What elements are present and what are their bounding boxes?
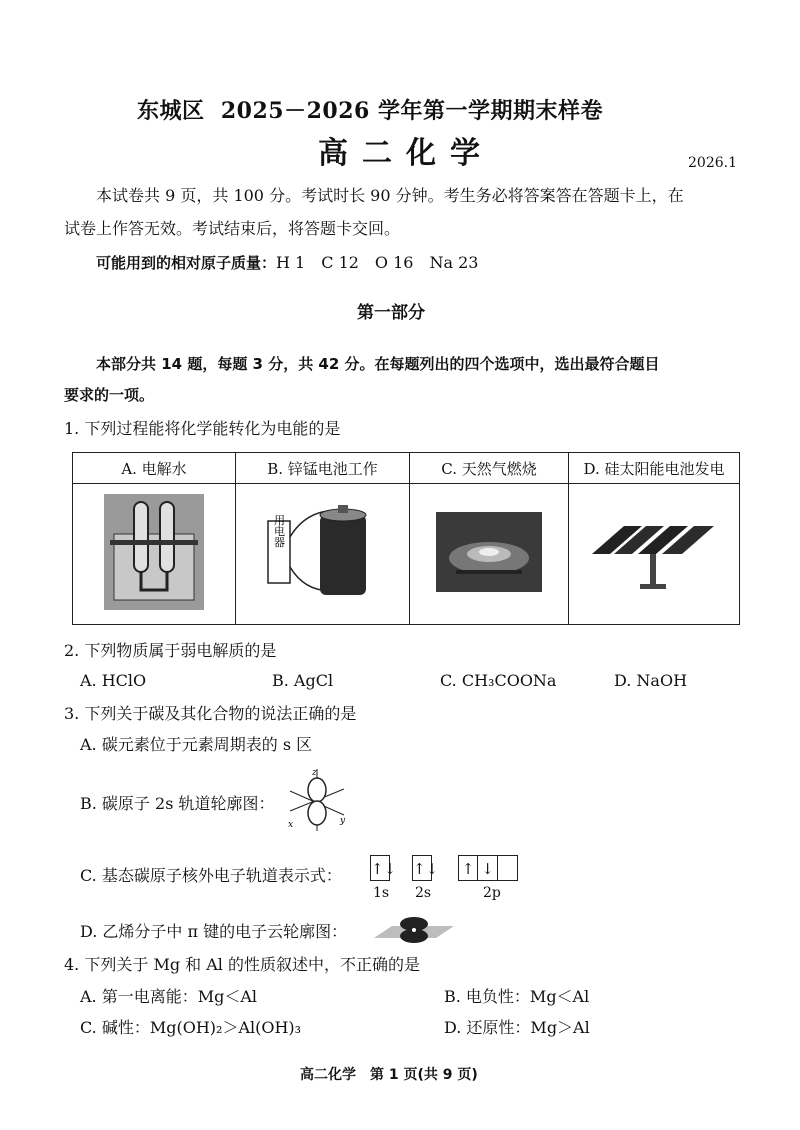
orbital-1s-box: ↑↓ — [370, 855, 390, 881]
electrolysis-image — [104, 494, 204, 610]
q3-stem: 3. 下列关于碳及其化合物的说法正确的是 — [64, 704, 357, 723]
axis-z-label: z — [312, 768, 317, 778]
page-footer: 高二化学 第 1 页(共 9 页) — [300, 1067, 478, 1083]
part-desc-line-1: 本部分共 14 题，每题 3 分，共 42 分。在每题列出的四个选项中，选出最符合题目 — [96, 355, 660, 373]
orbital-box-2p — [458, 855, 518, 881]
year-title: 2025－2026 学年第一学期期末样卷 — [220, 98, 603, 124]
device-label: 用电器 — [272, 514, 285, 548]
zinc-manganese-battery-image — [248, 497, 398, 607]
q1-option-c: C. 天然气燃烧 — [410, 453, 569, 484]
q1-image-cell-d — [569, 484, 740, 625]
q4-option-c: C. 碱性：Mg(OH)₂＞Al(OH)₃ — [80, 1018, 302, 1037]
orbital-2p-box-2: ↓ — [478, 855, 498, 881]
exam-title-line — [137, 100, 603, 122]
q1-stem: 1. 下列过程能将化学能转化为电能的是 — [64, 419, 341, 438]
orbital-label-2p: 2p — [483, 885, 501, 901]
orbital-2p-box-1: ↑ — [458, 855, 478, 881]
q1-options-table — [72, 452, 740, 625]
instructions-line-2: 试卷上作答无效。考试结束后，将答题卡交回。 — [64, 219, 401, 238]
orbital-2s-box: ↑↓ — [412, 855, 432, 881]
q2-option-a: A. HClO — [80, 671, 147, 690]
exam-date: 2026.1 — [688, 155, 737, 171]
axis-x-label: x — [288, 820, 294, 830]
q3-option-c: C. 基态碳原子核外电子轨道表示式： — [80, 866, 342, 885]
orbital-box-2s — [412, 855, 439, 881]
q4-stem: 4. 下列关于 Mg 和 Al 的性质叙述中，不正确的是 — [64, 955, 420, 974]
subject-title: 高二化学 — [318, 136, 494, 171]
q1-image-cell-a — [73, 484, 236, 625]
q1-option-b: B. 锌锰电池工作 — [236, 453, 410, 484]
orbital-box-1s — [370, 855, 397, 881]
solar-panel-image — [584, 512, 724, 592]
orbital-label-2s: 2s — [415, 885, 432, 901]
atomic-mass-line — [96, 252, 478, 274]
q4-option-b: B. 电负性：Mg＜Al — [444, 987, 590, 1006]
orbital-2p-box-3 — [498, 855, 518, 881]
instructions-line-1: 本试卷共 9 页，共 100 分。考试时长 90 分钟。考生务必将答案答在答题卡上，在 — [96, 186, 684, 205]
q1-image-cell-c — [410, 484, 569, 625]
district-name: 东城区 — [137, 98, 205, 124]
q1-image-cell-b — [236, 484, 410, 625]
q4-option-a: A. 第一电离能：Mg＜Al — [80, 987, 258, 1006]
q2-option-b: B. AgCl — [272, 671, 334, 690]
q3-option-b: B. 碳原子 2s 轨道轮廓图： — [80, 794, 275, 813]
q4-option-d: D. 还原性：Mg＞Al — [444, 1018, 590, 1037]
axis-y-label: y — [340, 816, 346, 826]
q2-option-c: C. CH₃COONa — [440, 671, 557, 690]
part-heading: 第一部分 — [357, 303, 425, 323]
atomic-mass-label: 可能用到的相对原子质量： — [96, 254, 277, 272]
atomic-mass-values: H 1 C 12 O 16 Na 23 — [276, 253, 479, 272]
gas-stove-image — [436, 512, 542, 592]
q3-option-d: D. 乙烯分子中 π 键的电子云轮廓图： — [80, 922, 348, 941]
q3-option-a: A. 碳元素位于元素周期表的 s 区 — [80, 735, 313, 754]
orbital-label-1s: 1s — [373, 885, 390, 901]
q2-option-d: D. NaOH — [614, 671, 688, 690]
q1-option-a: A. 电解水 — [73, 453, 236, 484]
pi-bond-diagram — [372, 912, 456, 946]
part-desc-line-2: 要求的一项。 — [64, 386, 155, 404]
2s-orbital-diagram — [284, 765, 350, 835]
q2-stem: 2. 下列物质属于弱电解质的是 — [64, 641, 277, 660]
q1-option-d: D. 硅太阳能电池发电 — [569, 453, 740, 484]
